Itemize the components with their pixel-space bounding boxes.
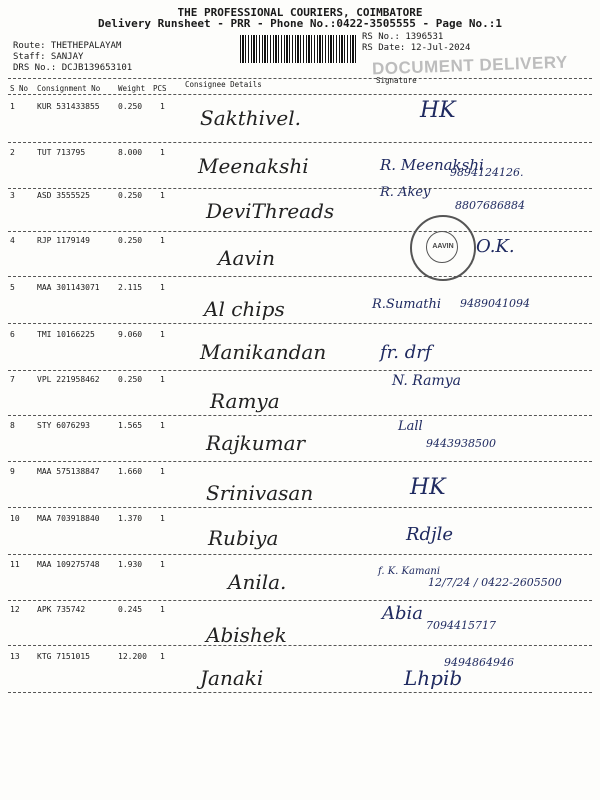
row-sno: 9 [10, 467, 15, 476]
row-signature: O.K. [476, 236, 515, 257]
row-consignment-no: ASD 3555525 [37, 191, 90, 200]
row-weight: 0.250 [118, 375, 143, 384]
row-sno: 6 [10, 330, 15, 339]
row-weight: 0.250 [118, 102, 143, 111]
row-consignee-name: Abishek [206, 623, 287, 647]
row-consignment-no: KUR 531433855 [37, 102, 100, 111]
runsheet-subtitle: Delivery Runsheet - PRR - Phone No.:0422-3505555 - Page No.:1 [98, 17, 502, 30]
row-divider [8, 645, 592, 646]
row-weight: 1.370 [118, 514, 143, 523]
row-consignee-name: Srinivasan [206, 481, 314, 505]
row-sno: 3 [10, 191, 15, 200]
row-pcs: 1 [160, 375, 165, 384]
row-signature: R.Sumathi [372, 297, 442, 312]
drs-number: DRS No.: DCJB139653101 [13, 63, 133, 73]
row-signature: R. Akey [380, 185, 431, 200]
row-pcs: 1 [160, 605, 165, 614]
row-signature: R. Meenakshi [380, 156, 484, 174]
row-consignment-no: KTG 7151015 [37, 652, 90, 661]
row-weight: 12.200 [118, 652, 147, 661]
row-divider [8, 370, 592, 371]
row-signature-note: 8807686884 [455, 199, 525, 212]
row-sno: 2 [10, 148, 15, 157]
row-consignee-name: DeviThreads [206, 199, 335, 223]
row-consignment-no: MAA 703918840 [37, 514, 100, 523]
rs-date: RS Date: 12-Jul-2024 [362, 43, 471, 53]
row-divider [8, 692, 592, 693]
row-weight: 2.115 [118, 283, 143, 292]
row-divider [8, 507, 592, 508]
seal-text: AAVIN [432, 243, 454, 250]
row-divider [8, 600, 592, 601]
row-pcs: 1 [160, 236, 165, 245]
row-signature-note: 12/7/24 / 0422-2605500 [428, 576, 562, 589]
column-header-divider [8, 94, 592, 95]
row-signature: HK [420, 98, 456, 123]
row-weight: 0.245 [118, 605, 143, 614]
row-weight: 9.060 [118, 330, 143, 339]
row-consignment-no: STY 6076293 [37, 421, 90, 430]
col-consignment: Consignment No [37, 84, 101, 93]
row-signature-note: 9489041094 [460, 297, 530, 310]
barcode-image [240, 35, 358, 63]
row-sno: 12 [10, 605, 20, 614]
company-title: THE PROFESSIONAL COURIERS, COIMBATORE [177, 6, 423, 19]
row-signature: Lall [398, 419, 423, 434]
row-signature: N. Ramya [392, 373, 461, 389]
row-signature: Rdjle [406, 524, 454, 545]
header-divider [8, 78, 592, 79]
row-pcs: 1 [160, 330, 165, 339]
row-weight: 0.250 [118, 236, 143, 245]
row-weight: 0.250 [118, 191, 143, 200]
row-sno: 11 [10, 560, 20, 569]
row-consignment-no: RJP 1179149 [37, 236, 90, 245]
row-divider [8, 231, 592, 232]
row-pcs: 1 [160, 560, 165, 569]
row-pcs: 1 [160, 421, 165, 430]
row-signature-note: 9894124126. [450, 166, 524, 179]
col-weight: Weight [118, 84, 146, 93]
row-divider [8, 323, 592, 324]
row-consignee-name: Rajkumar [206, 431, 306, 455]
row-sno: 13 [10, 652, 20, 661]
row-consignee-name: Anila. [228, 570, 287, 594]
row-divider [8, 461, 592, 462]
row-sno: 10 [10, 514, 20, 523]
row-consignee-name: Meenakshi [198, 154, 309, 178]
row-sno: 1 [10, 102, 15, 111]
row-signature: HK [410, 475, 446, 500]
row-signature: Lhpib [404, 666, 463, 690]
row-consignee-name: Janaki [200, 666, 264, 690]
row-pcs: 1 [160, 148, 165, 157]
row-consignment-no: TMI 10166225 [37, 330, 95, 339]
row-divider [8, 188, 592, 189]
col-signature: Signature [376, 76, 417, 85]
col-sno: S No [10, 84, 29, 93]
row-weight: 1.660 [118, 467, 143, 476]
row-pcs: 1 [160, 652, 165, 661]
row-divider [8, 415, 592, 416]
rs-number: RS No.: 1396531 [362, 32, 444, 42]
row-pcs: 1 [160, 102, 165, 111]
col-consignee: Consignee Details [185, 80, 262, 89]
row-pcs: 1 [160, 283, 165, 292]
row-consignee-name: Ramya [210, 389, 280, 413]
row-weight: 8.000 [118, 148, 143, 157]
row-pcs: 1 [160, 514, 165, 523]
row-pcs: 1 [160, 191, 165, 200]
document-delivery-stamp: DOCUMENT DELIVERY [371, 52, 569, 79]
row-divider [8, 142, 592, 143]
row-signature-note: 9443938500 [426, 437, 496, 450]
staff-label: Staff: SANJAY [13, 52, 84, 62]
route-label: Route: THETHEPALAYAM [13, 41, 122, 51]
row-consignee-name: Sakthivel. [200, 106, 301, 130]
row-consignment-no: MAA 301143071 [37, 283, 100, 292]
row-sno: 7 [10, 375, 15, 384]
row-sno: 8 [10, 421, 15, 430]
row-sno: 4 [10, 236, 15, 245]
row-consignee-name: Aavin [218, 246, 275, 270]
row-signature: Abia [382, 603, 424, 624]
row-signature: f. K. Kamani [378, 566, 441, 577]
row-consignee-name: Rubiya [208, 526, 279, 550]
row-consignment-no: TUT 713795 [37, 148, 86, 157]
row-consignment-no: MAA 575138847 [37, 467, 100, 476]
row-consignment-no: APK 735742 [37, 605, 86, 614]
row-consignment-no: VPL 221958462 [37, 375, 100, 384]
row-divider [8, 276, 592, 277]
col-pcs: PCS [153, 84, 167, 93]
row-weight: 1.565 [118, 421, 143, 430]
row-consignee-name: Manikandan [200, 340, 327, 364]
row-signature-note: 7094415717 [426, 619, 496, 632]
aavin-seal-stamp [410, 215, 476, 281]
row-consignee-name: Al chips [204, 297, 285, 321]
row-consignment-no: MAA 109275748 [37, 560, 100, 569]
row-pcs: 1 [160, 467, 165, 476]
row-signature-note: 9494864946 [444, 656, 514, 669]
row-sno: 5 [10, 283, 15, 292]
row-weight: 1.930 [118, 560, 143, 569]
row-divider [8, 554, 592, 555]
row-signature: fr. drf [380, 342, 432, 363]
